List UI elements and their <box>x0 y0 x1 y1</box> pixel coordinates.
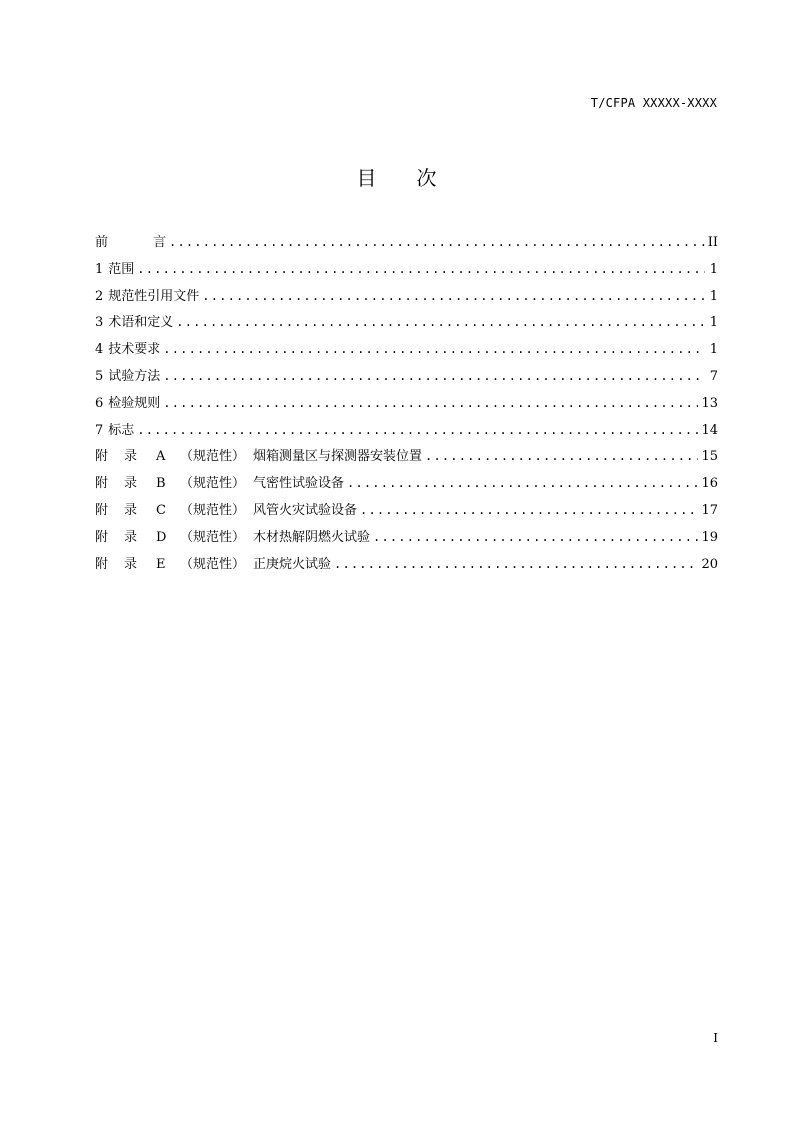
title-char-1: 目 <box>356 166 377 190</box>
dot-leader <box>334 553 698 575</box>
toc-entry-label <box>95 420 134 442</box>
appendix-normative-label: （规范性） <box>180 449 246 465</box>
toc-entry-label <box>95 446 422 468</box>
appendix-word-1: 附 <box>95 476 109 492</box>
toc-page-number: 1 <box>709 261 718 277</box>
dot-leader <box>202 285 705 307</box>
toc-page-number: 7 <box>709 368 718 384</box>
toc-entry-section-3[interactable] <box>95 311 718 338</box>
table-of-contents <box>95 231 718 579</box>
appendix-word-2: 录 <box>124 476 138 492</box>
section-number: 4 <box>95 342 104 358</box>
appendix-word-2: 录 <box>124 529 138 545</box>
toc-entry-label <box>95 366 160 388</box>
document-code: T/CFPA XXXXX-XXXX <box>590 96 717 110</box>
dot-leader <box>347 472 698 494</box>
section-number: 5 <box>95 368 104 384</box>
toc-page-number: II <box>707 235 718 250</box>
appendix-normative-label: （规范性） <box>180 476 246 492</box>
appendix-normative-label: （规范性） <box>180 529 246 545</box>
toc-entry-section-2[interactable] <box>95 285 718 312</box>
appendix-letter: D <box>156 529 167 545</box>
toc-entry-section-7[interactable] <box>95 419 718 446</box>
toc-entry-label <box>95 312 173 334</box>
toc-page-number: 1 <box>709 342 718 358</box>
appendix-letter: B <box>156 476 166 492</box>
toc-entry-label <box>95 527 370 549</box>
section-title: 规范性引用文件 <box>108 288 200 304</box>
dot-leader <box>360 499 698 521</box>
toc-entry-appendix-e[interactable] <box>95 553 718 580</box>
toc-entry-preface[interactable] <box>95 231 718 258</box>
title-char-2: 次 <box>416 166 437 190</box>
dot-leader <box>163 338 705 360</box>
section-title: 检验规则 <box>108 395 161 411</box>
section-number: 6 <box>95 395 104 411</box>
toc-entry-appendix-d[interactable] <box>95 526 718 553</box>
toc-entry-section-4[interactable] <box>95 338 718 365</box>
section-title: 范围 <box>108 261 135 277</box>
toc-page-number: 13 <box>701 395 718 411</box>
toc-page-number: 17 <box>701 502 718 518</box>
appendix-word-1: 附 <box>95 556 109 572</box>
section-title: 试验方法 <box>108 368 161 384</box>
appendix-title: 烟箱测量区与探测器安装位置 <box>253 449 423 465</box>
toc-entry-appendix-a[interactable] <box>95 445 718 472</box>
appendix-normative-label: （规范性） <box>180 502 246 518</box>
toc-page-number: 20 <box>701 556 718 572</box>
toc-entry-label <box>95 259 134 281</box>
appendix-word-2: 录 <box>124 556 138 572</box>
appendix-title: 木材热解阴燃火试验 <box>253 529 371 545</box>
appendix-word-2: 录 <box>124 502 138 518</box>
toc-page-number: 16 <box>701 476 718 492</box>
dot-leader <box>373 526 698 548</box>
section-number: 1 <box>95 261 104 277</box>
appendix-word-1: 附 <box>95 502 109 518</box>
appendix-title: 正庚烷火试验 <box>253 556 332 572</box>
toc-page-number: 14 <box>701 422 718 438</box>
appendix-letter: C <box>156 502 166 518</box>
appendix-letter: E <box>156 556 166 572</box>
toc-entry-label <box>95 393 160 415</box>
toc-entry-label <box>95 339 160 361</box>
toc-entry-label <box>95 500 357 522</box>
toc-entry-label <box>95 554 331 576</box>
toc-page-number: 15 <box>701 449 718 465</box>
section-number: 2 <box>95 288 104 304</box>
section-number: 7 <box>95 422 104 438</box>
preface-char-2: 言 <box>153 235 167 250</box>
appendix-normative-label: （规范性） <box>180 556 246 572</box>
section-title: 标志 <box>108 422 135 438</box>
section-title: 技术要求 <box>108 342 161 358</box>
toc-page-number: 1 <box>709 315 718 331</box>
page-number: I <box>713 1031 718 1045</box>
preface-char-1: 前 <box>95 235 109 250</box>
toc-entry-label <box>95 473 344 495</box>
toc-entry-section-6[interactable] <box>95 392 718 419</box>
dot-leader <box>169 231 705 253</box>
section-title: 术语和定义 <box>108 315 174 331</box>
toc-entry-label <box>95 232 166 254</box>
appendix-word-1: 附 <box>95 529 109 545</box>
dot-leader <box>137 419 698 441</box>
toc-entry-appendix-b[interactable] <box>95 472 718 499</box>
section-number: 3 <box>95 315 104 331</box>
appendix-letter: A <box>156 449 166 465</box>
page-title <box>0 162 793 191</box>
appendix-title: 风管火灾试验设备 <box>253 502 358 518</box>
toc-entry-label <box>95 286 199 308</box>
toc-page-number: 19 <box>701 529 718 545</box>
dot-leader <box>176 311 705 333</box>
dot-leader <box>163 392 698 414</box>
toc-entry-section-1[interactable] <box>95 258 718 285</box>
appendix-title: 气密性试验设备 <box>253 476 345 492</box>
toc-entry-appendix-c[interactable] <box>95 499 718 526</box>
dot-leader <box>163 365 705 387</box>
dot-leader <box>425 445 698 467</box>
toc-page-number: 1 <box>709 288 718 304</box>
dot-leader <box>137 258 705 280</box>
appendix-word-1: 附 <box>95 449 109 465</box>
appendix-word-2: 录 <box>124 449 138 465</box>
toc-entry-section-5[interactable] <box>95 365 718 392</box>
